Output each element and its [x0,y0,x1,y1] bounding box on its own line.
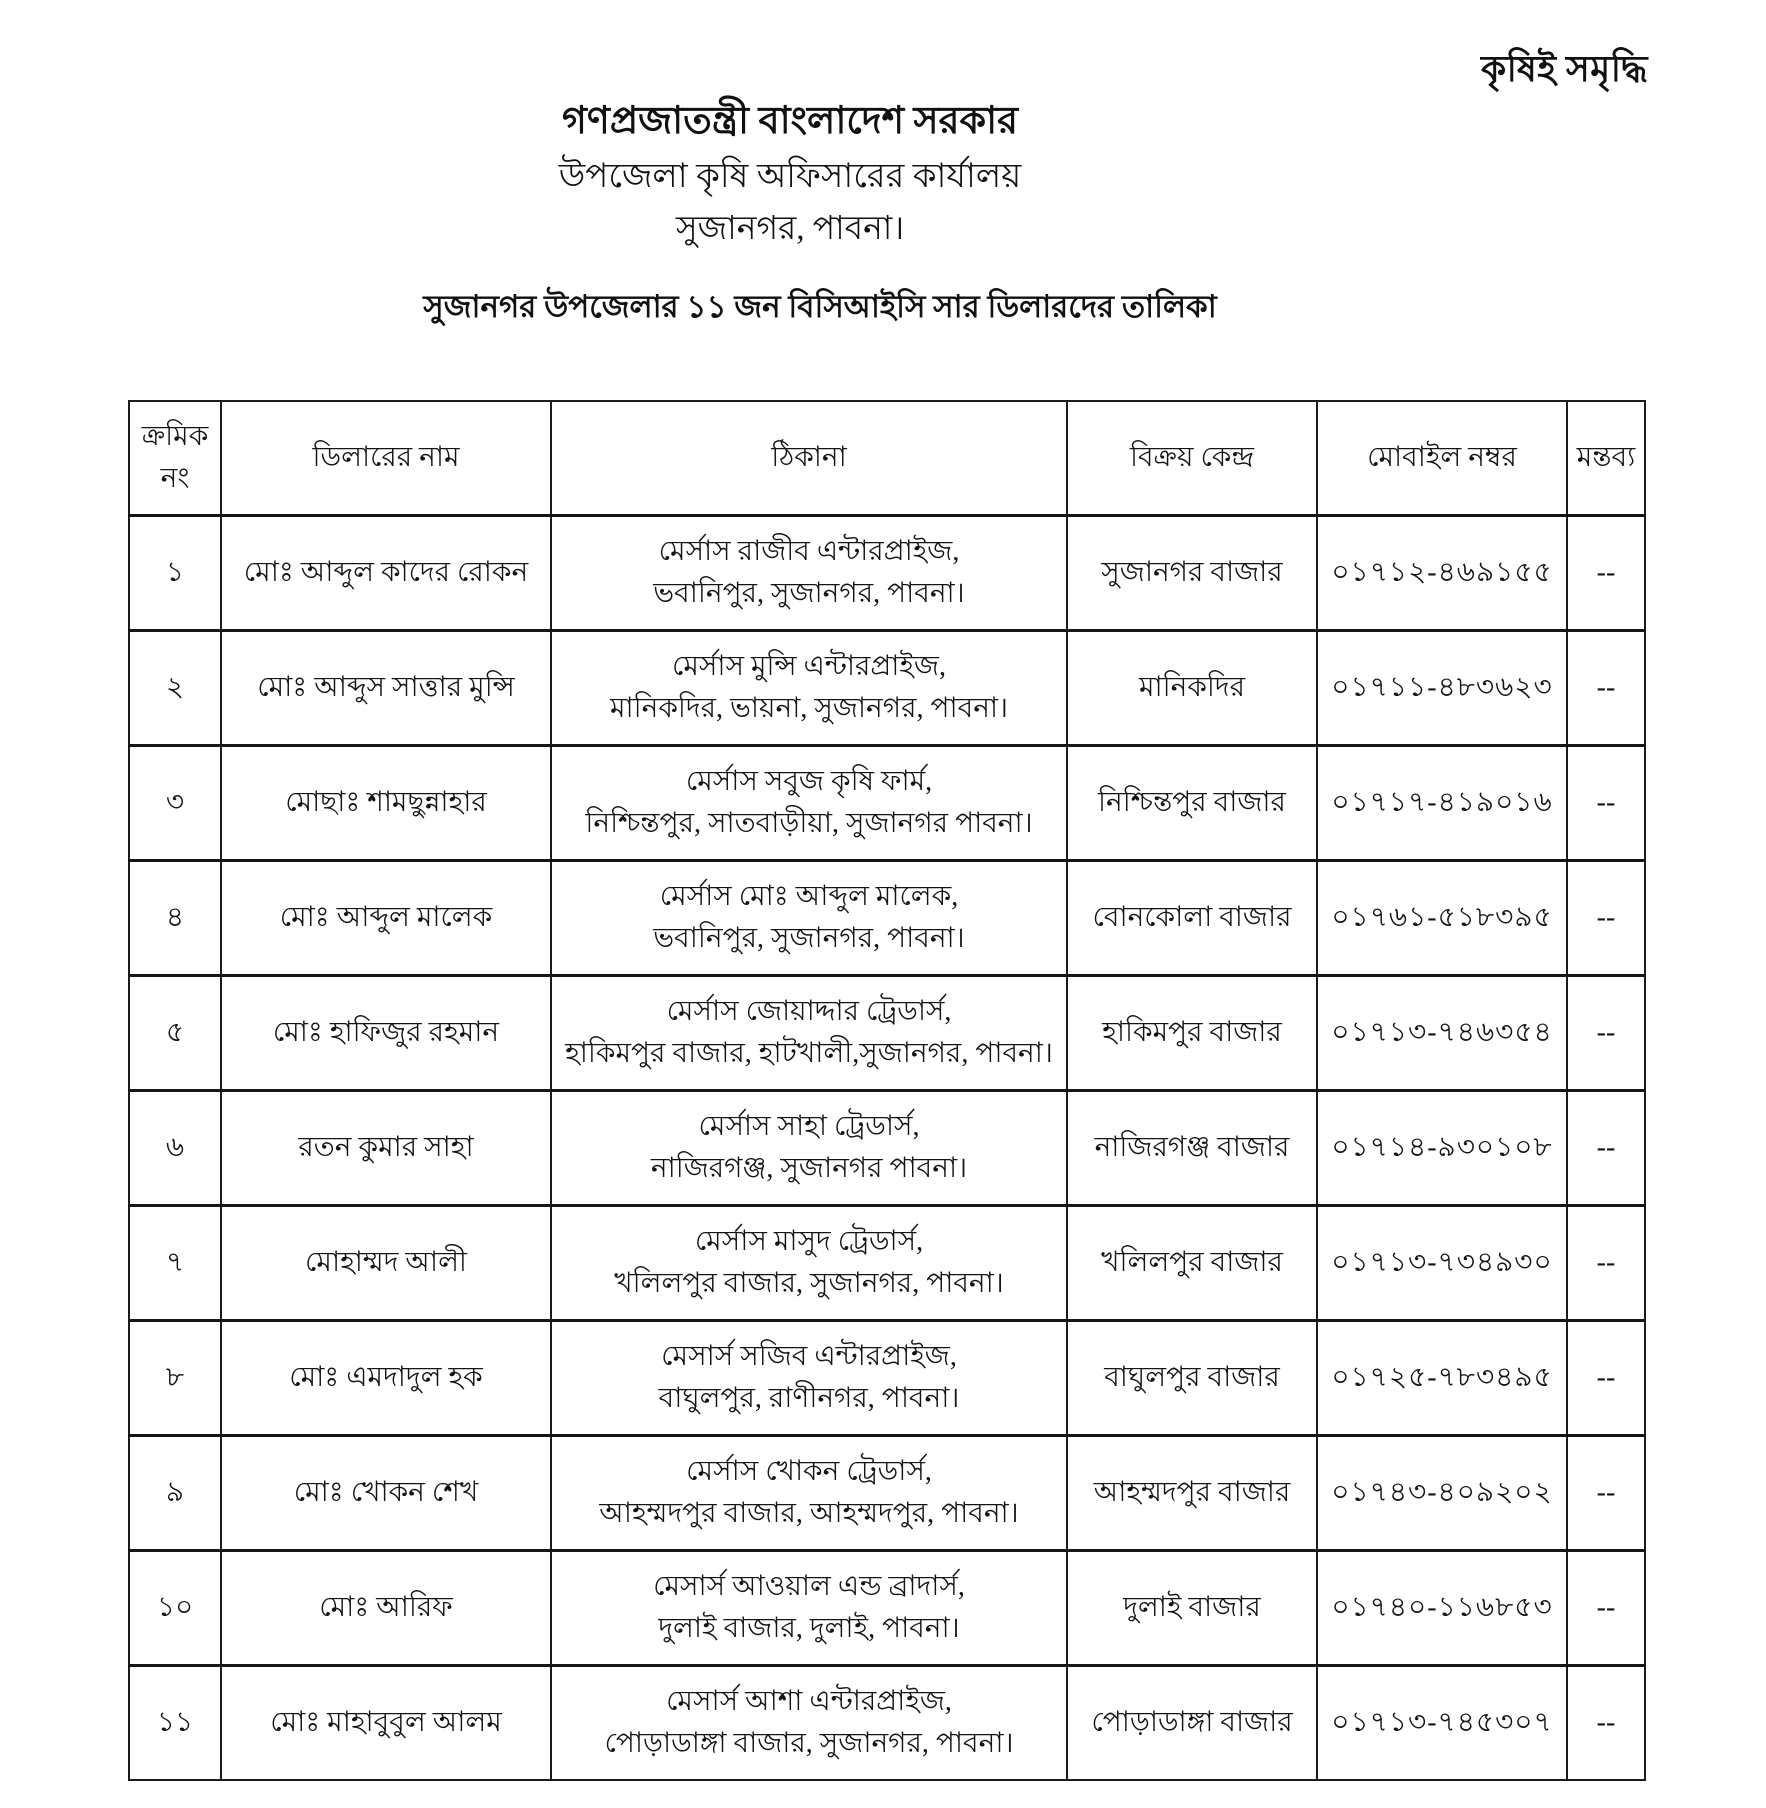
cell-sales-center: নিশ্চিন্তপুর বাজার [1067,746,1317,861]
motto-text: কৃষিই সমৃদ্ধি [1480,49,1648,89]
table-row [129,976,1645,1091]
cell-dealer-name: মোঃ আরিফ [221,1551,551,1666]
cell-dealer-name: মোঃ আব্দুল মালেক [221,861,551,976]
table-body [129,516,1645,1781]
cell-remarks: -- [1567,1666,1645,1781]
cell-remarks: -- [1567,976,1645,1091]
cell-remarks: -- [1567,1551,1645,1666]
cell-sales-center: হাকিমপুর বাজার [1067,976,1317,1091]
cell-dealer-name: মোছাঃ শামছুন্নাহার [221,746,551,861]
cell-sales-center: মানিকদির [1067,631,1317,746]
table-caption: সুজানগর উপজেলার ১১ জন বিসিআইসি সার ডিলারদের তালিকা [423,289,1217,324]
cell-dealer-name: মোঃ আব্দুল কাদের রোকন [221,516,551,631]
office-name: উপজেলা কৃষি অফিসারের কার্যালয় [558,157,1022,195]
cell-remarks: -- [1567,631,1645,746]
address-line-2: ভবানিপুর, সুজানগর, পাবনা। [653,578,965,609]
address-line-1: মেসার্স সজিব এন্টারপ্রাইজ, [661,1341,957,1372]
cell-address [551,631,1067,746]
address-line-1: মের্সাস সাহা ট্রেডার্স, [698,1111,920,1142]
address-line-2: পোড়াডাঙ্গা বাজার, সুজানগর, পাবনা। [604,1728,1014,1759]
header-name: ডিলারের নাম [221,401,551,516]
table-row [129,861,1645,976]
cell-address [551,1436,1067,1551]
cell-serial: ৫ [129,976,221,1091]
cell-dealer-name: মোঃ আব্দুস সাত্তার মুন্সি [221,631,551,746]
cell-serial: ৮ [129,1321,221,1436]
header-mobile: মোবাইল নম্বর [1317,401,1567,516]
document-header [0,92,1580,255]
address-line-1: মের্সাস সবুজ কৃষি ফার্ম, [685,766,933,797]
cell-serial: ৭ [129,1206,221,1321]
address-line-2: খলিলপুর বাজার, সুজানগর, পাবনা। [614,1268,1004,1299]
address-line-2: বাঘুলপুর, রাণীনগর, পাবনা। [658,1383,960,1414]
cell-address [551,1666,1067,1781]
cell-serial: ৬ [129,1091,221,1206]
table-row [129,1666,1645,1781]
cell-sales-center: পোড়াডাঙ্গা বাজার [1067,1666,1317,1781]
cell-dealer-name: মোঃ মাহাবুবুল আলম [221,1666,551,1781]
cell-remarks: -- [1567,746,1645,861]
address-line-1: মেসার্স আওয়াল এন্ড ব্রাদার্স, [653,1571,965,1602]
cell-remarks: -- [1567,1206,1645,1321]
cell-remarks: -- [1567,861,1645,976]
cell-serial: ১১ [129,1666,221,1781]
table-row [129,516,1645,631]
cell-mobile-number: ০১৭১৩-৭৩৪৯৩০ [1317,1206,1567,1321]
cell-address [551,1551,1067,1666]
cell-remarks: -- [1567,1091,1645,1206]
cell-address [551,1206,1067,1321]
address-line-2: আহম্মদপুর বাজার, আহম্মদপুর, পাবনা। [599,1498,1019,1529]
office-location: সুজানগর, পাবনা। [675,210,905,247]
table-row [129,1206,1645,1321]
cell-serial: ৯ [129,1436,221,1551]
dealer-list-table [128,400,1646,1781]
cell-sales-center: সুজানগর বাজার [1067,516,1317,631]
cell-dealer-name: মোঃ হাফিজুর রহমান [221,976,551,1091]
cell-address [551,1091,1067,1206]
address-line-2: নিশ্চিন্তপুর, সাতবাড়ীয়া, সুজানগর পাবনা। [585,808,1033,839]
address-line-2: ভবানিপুর, সুজানগর, পাবনা। [653,923,965,954]
cell-mobile-number: ০১৭১১-৪৮৩৬২৩ [1317,631,1567,746]
header-serial: ক্রমিক নং [129,401,221,516]
address-line-1: মেসার্স আশা এন্টারপ্রাইজ, [666,1686,952,1717]
cell-serial: ১ [129,516,221,631]
government-title: গণপ্রজাতন্ত্রী বাংলাদেশ সরকার [561,100,1019,142]
address-line-2: হাকিমপুর বাজার, হাটখালী,সুজানগর, পাবনা। [565,1038,1053,1069]
cell-sales-center: খলিলপুর বাজার [1067,1206,1317,1321]
cell-remarks: -- [1567,1321,1645,1436]
cell-dealer-name: মোহাম্মদ আলী [221,1206,551,1321]
cell-mobile-number: ০১৭১৭-৪১৯০১৬ [1317,746,1567,861]
cell-serial: ২ [129,631,221,746]
cell-mobile-number: ০১৭১২-৪৬৯১৫৫ [1317,516,1567,631]
table-row [129,1321,1645,1436]
cell-sales-center: নাজিরগঞ্জ বাজার [1067,1091,1317,1206]
cell-sales-center: দুলাই বাজার [1067,1551,1317,1666]
cell-dealer-name: রতন কুমার সাহা [221,1091,551,1206]
cell-remarks: -- [1567,516,1645,631]
address-line-1: মের্সাস মোঃ আব্দুল মালেক, [659,881,959,912]
cell-remarks: -- [1567,1436,1645,1551]
address-line-1: মের্সাস রাজীব এন্টারপ্রাইজ, [658,536,960,567]
address-line-1: মের্সাস মাসুদ ট্রেডার্স, [694,1226,924,1257]
cell-dealer-name: মোঃ খোকন শেখ [221,1436,551,1551]
address-line-2: মানিকদির, ভায়না, সুজানগর, পাবনা। [609,693,1009,724]
cell-serial: ৩ [129,746,221,861]
cell-address [551,1321,1067,1436]
table-row [129,1436,1645,1551]
cell-serial: ৪ [129,861,221,976]
cell-mobile-number: ০১৭২৫-৭৮৩৪৯৫ [1317,1321,1567,1436]
address-line-2: দুলাই বাজার, দুলাই, পাবনা। [658,1613,960,1644]
table-row [129,1091,1645,1206]
header-address: ঠিকানা [551,401,1067,516]
cell-mobile-number: ০১৭১৩-৭৪৬৩৫৪ [1317,976,1567,1091]
cell-sales-center: আহম্মদপুর বাজার [1067,1436,1317,1551]
cell-sales-center: বোনকোলা বাজার [1067,861,1317,976]
address-line-1: মের্সাস খোকন ট্রেডার্স, [686,1456,932,1487]
cell-address [551,976,1067,1091]
cell-dealer-name: মোঃ এমদাদুল হক [221,1321,551,1436]
cell-mobile-number: ০১৭৪০-১১৬৮৫৩ [1317,1551,1567,1666]
address-line-1: মের্সাস মুন্সি এন্টারপ্রাইজ, [671,651,947,682]
table-row [129,631,1645,746]
cell-address [551,516,1067,631]
table-row [129,746,1645,861]
header-remarks: মন্তব্য [1567,401,1645,516]
header-center: বিক্রয় কেন্দ্র [1067,401,1317,516]
address-line-2: নাজিরগঞ্জ, সুজানগর পাবনা। [650,1153,968,1184]
cell-mobile-number: ০১৭১৩-৭৪৫৩০৭ [1317,1666,1567,1781]
table-row [129,1551,1645,1666]
cell-mobile-number: ০১৭১৪-৯৩০১০৮ [1317,1091,1567,1206]
cell-serial: ১০ [129,1551,221,1666]
cell-address [551,746,1067,861]
cell-address [551,861,1067,976]
cell-mobile-number: ০১৭৬১-৫১৮৩৯৫ [1317,861,1567,976]
address-line-1: মের্সাস জোয়াদ্দার ট্রেডার্স, [666,996,952,1027]
table-header-row [129,401,1645,516]
cell-mobile-number: ০১৭৪৩-৪০৯২০২ [1317,1436,1567,1551]
cell-sales-center: বাঘুলপুর বাজার [1067,1321,1317,1436]
